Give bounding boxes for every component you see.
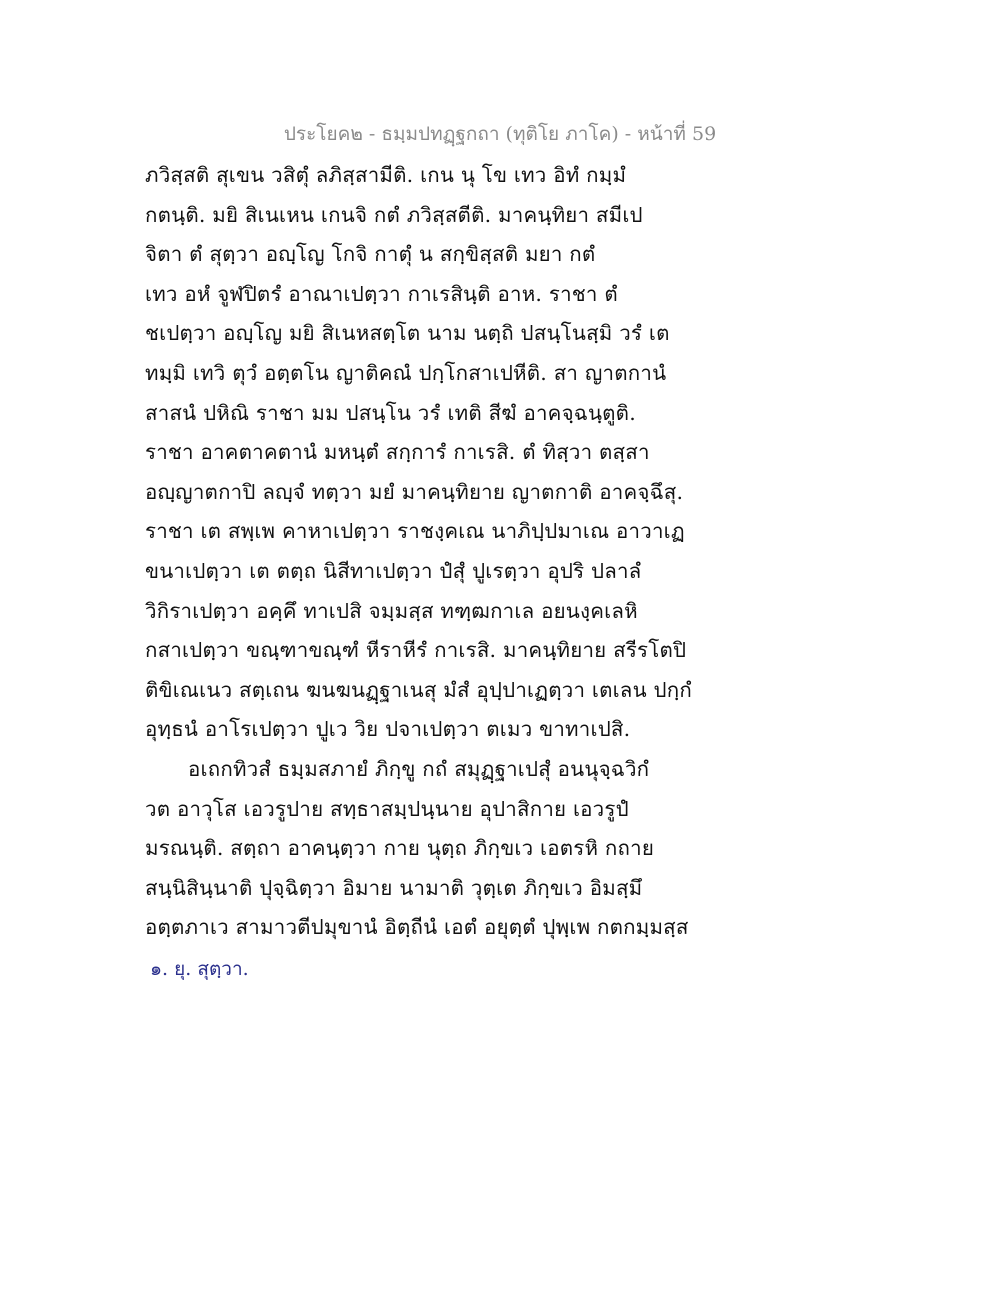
text-line: อตฺตภาเว สามาวตีปมุขานํ อิตฺถีนํ เอตํ อยุตฺตํ ปุพฺเพ กตกมฺมสฺส <box>145 915 689 940</box>
text-line: ติขิเณเนว สตฺเถน ฆนฆนฏฺฐาเนสุ มํสํ อุปฺปาเฏตฺวา เตเลน ปกฺกํ <box>145 677 692 702</box>
text-line: สนฺนิสินฺนาติ ปุจฺฉิตฺวา อิมาย นามาติ วุตฺเต ภิกฺขเว อิมสฺมึ <box>145 875 643 900</box>
text-line: สาสนํ ปหิณิ ราชา มม ปสนฺโน วรํ เทติ สีฆํ อาคจฺฉนฺตูติ. <box>145 400 636 425</box>
page-header: ประโยค๒ - ธมฺมปทฏฺฐกถา (ทุติโย ภาโค) - หน้าที่ 59 <box>283 123 717 145</box>
text-line: ขนาเปตฺวา เต ตตฺถ นิสีทาเปตฺวา ปํสุํ ปูเรตฺวา อุปริ ปลาลํ <box>145 558 642 583</box>
text-line: ราชา เต สพฺเพ คาหาเปตฺวา ราชงฺคเณ นาภิปฺปมาเณ อาวาเฏ <box>145 519 685 544</box>
text-line: อุทฺธนํ อาโรเปตฺวา ปูเว วิย ปจาเปตฺวา ตเมว ขาทาเปสิ. <box>145 717 631 742</box>
text-line: ราชา อาคตาคตานํ มหนฺตํ สกฺการํ กาเรสิ. ตํ ทิสฺวา ตสฺสา <box>145 440 650 465</box>
text-line: มรณนฺติ. สตฺถา อาคนฺตฺวา กาย นุตฺถ ภิกฺขเว เอตรหิ กถาย <box>145 836 655 861</box>
footnote: ๑. ยุ. สุตฺวา. <box>150 958 249 980</box>
body-text <box>145 156 692 948</box>
text-line: กตนฺติ. มยิ สิเนเหน เกนจิ กตํ ภวิสฺสตีติ. มาคนฺทิยา สมีเป <box>145 202 643 227</box>
text-line: กสาเปตฺวา ขณฺฑาขณฺฑํ หีราหีรํ กาเรสิ. มาคนฺทิยาย สรีรโตปิ <box>145 638 687 663</box>
paragraph-start-line: อเถกทิวสํ ธมฺมสภายํ ภิกฺขู กถํ สมุฏฺฐาเปสุํ อนนุจฺฉวิกํ <box>188 756 650 781</box>
text-line: ชเปตฺวา อญฺโญ มยิ สิเนหสตฺโต นาม นตฺถิ ปสนฺโนสฺมิ วรํ เต <box>145 321 670 346</box>
text-line: ทมฺมิ เทวิ ตุวํ อตฺตโน ญาติคณํ ปกฺโกสาเปหีติ. สา ญาตกานํ <box>145 360 667 385</box>
text-line: วต อาวุโส เอวรูปาย สทฺธาสมฺปนฺนาย อุปาสิกาย เอวรูปํ <box>145 796 629 821</box>
text-line: อญฺญาตกาปิ ลญฺจํ ทตฺวา มยํ มาคนฺทิยาย ญาตกาติ อาคจฺฉึสุ. <box>145 479 684 504</box>
text-line: เทว อหํ จูฬปิตรํ อาณาเปตฺวา กาเรสินฺติ อาห. ราชา ตํ <box>145 281 618 306</box>
text-line: ภวิสฺสติ สุเขน วสิตุํ ลภิสฺสามีติ. เกน นุ โข เทว อิทํ กมฺมํ <box>145 163 627 187</box>
text-line: จิตา ตํ สุตฺวา อญฺโญ โกจิ กาตุํ น สกฺขิสฺสติ มยา กตํ <box>145 242 596 267</box>
text-line: วิกิราเปตฺวา อคฺคึ ทาเปสิ จมฺมสฺส ทฑฺฒกาเล อยนงฺคเลหิ <box>145 598 638 623</box>
